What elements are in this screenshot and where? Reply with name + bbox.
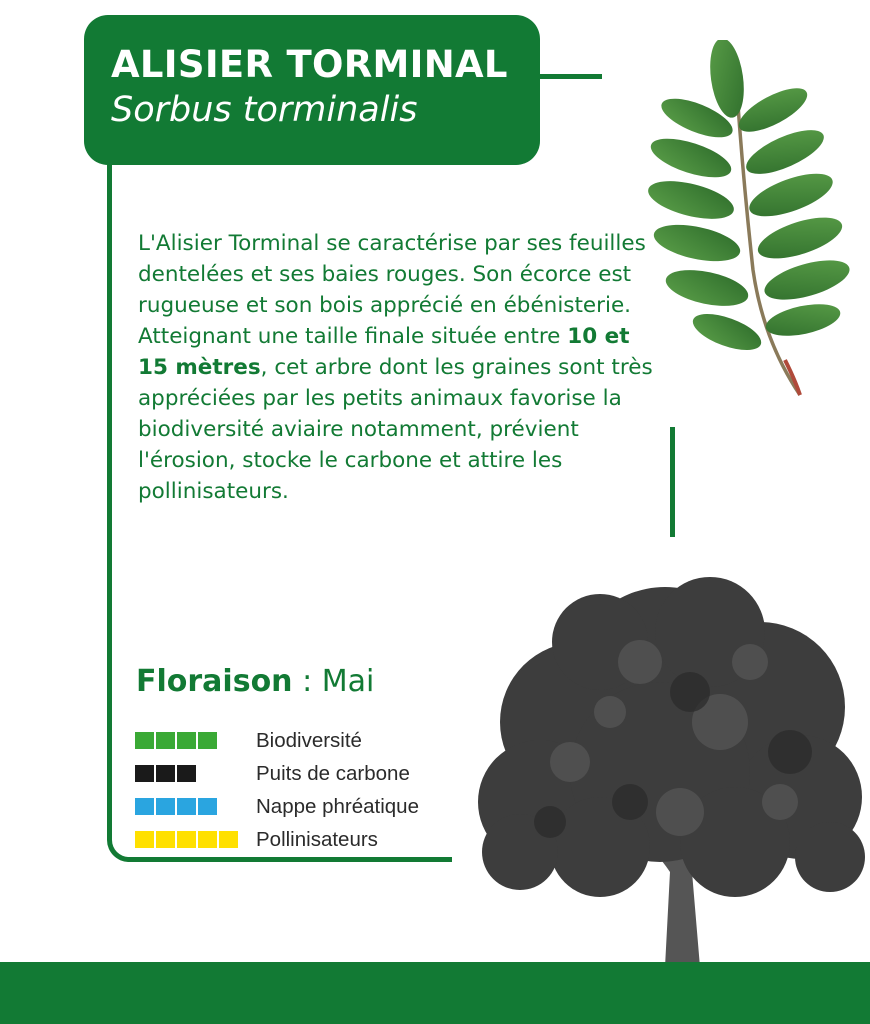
score-bar-segment bbox=[156, 765, 175, 782]
description-paragraph-1: L'Alisier Torminal se caractérise par ses feuilles dentelées et ses baies rouges. Son écorce est rugueuse et son bois apprécié en ébénisterie. bbox=[138, 231, 646, 318]
score-bar-segment bbox=[156, 798, 175, 815]
legend-row-water-table bbox=[135, 790, 419, 823]
score-bar-segment bbox=[156, 831, 175, 848]
score-bar-segment bbox=[219, 831, 238, 848]
legend-label: Puits de carbone bbox=[256, 761, 410, 785]
legend-row-carbon-sink bbox=[135, 757, 419, 790]
legend-label: Biodiversité bbox=[256, 728, 362, 752]
score-bar-segment bbox=[135, 831, 154, 848]
bloom-period bbox=[136, 664, 374, 699]
decorative-vertical-bar bbox=[670, 427, 675, 537]
score-bar-segment bbox=[198, 831, 217, 848]
description-text-after: , cet arbre dont les graines sont très appréciées par les petits animaux favorise la biodiversité aviaire notamment, prévient l'érosion, stocke le carbone et attire les pollinisateurs. bbox=[138, 355, 653, 504]
footer-band bbox=[0, 962, 870, 1024]
rowan-leaf-illustration bbox=[635, 40, 855, 400]
score-bar-segment bbox=[177, 732, 196, 749]
benefits-legend bbox=[135, 724, 419, 856]
bloom-label: Floraison bbox=[136, 664, 293, 699]
score-bars bbox=[135, 831, 256, 848]
bloom-separator: : bbox=[292, 664, 322, 699]
score-bar-segment bbox=[177, 798, 196, 815]
score-bar-segment bbox=[135, 732, 154, 749]
score-bar-segment bbox=[198, 798, 217, 815]
legend-label: Nappe phréatique bbox=[256, 794, 419, 818]
score-bars bbox=[135, 765, 256, 782]
common-name-title: ALISIER TORMINAL bbox=[111, 43, 508, 86]
bloom-value: Mai bbox=[321, 664, 375, 699]
title-box bbox=[84, 15, 540, 165]
score-bars bbox=[135, 798, 256, 815]
description-paragraph-2 bbox=[138, 321, 663, 507]
score-bar-segment bbox=[198, 732, 217, 749]
tree-silhouette-illustration bbox=[460, 572, 870, 967]
description-text-before: Atteignant une taille finale située entre bbox=[138, 324, 568, 349]
legend-row-pollinators bbox=[135, 823, 419, 856]
score-bar-segment bbox=[177, 831, 196, 848]
score-bar-segment bbox=[156, 732, 175, 749]
score-bars bbox=[135, 732, 256, 749]
species-description bbox=[138, 228, 663, 507]
legend-label: Pollinisateurs bbox=[256, 827, 378, 851]
latin-name-subtitle: Sorbus torminalis bbox=[111, 90, 418, 130]
score-bar-segment bbox=[135, 798, 154, 815]
description-height-highlight: 10 et 15 mètres bbox=[138, 324, 630, 380]
title-connector-line bbox=[540, 74, 602, 79]
score-bar-segment bbox=[135, 765, 154, 782]
score-bar-segment bbox=[177, 765, 196, 782]
legend-row-biodiversity bbox=[135, 724, 419, 757]
